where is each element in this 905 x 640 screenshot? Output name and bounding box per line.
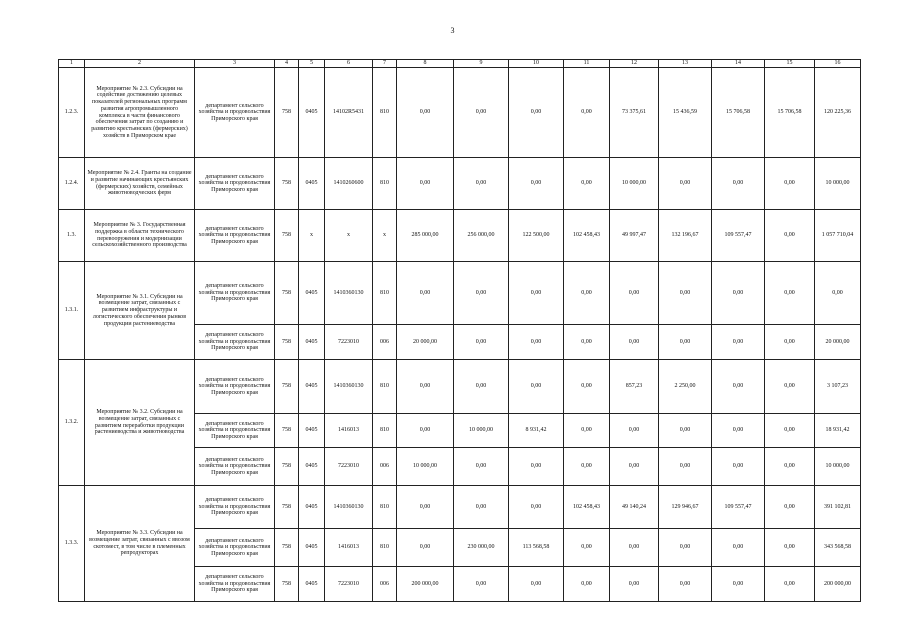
department: департамент сельского хозяйства и продовольствия Приморского края (195, 68, 275, 158)
target-code: 1410260600 (325, 158, 373, 210)
column-header: 11 (564, 60, 610, 68)
ministry-code: 758 (275, 360, 299, 414)
total-cell: 18 931,42 (815, 414, 861, 448)
total-cell: 200 000,00 (815, 567, 861, 602)
amount-cell: 0,00 (509, 486, 564, 529)
target-code: x (325, 210, 373, 262)
item-title: Мероприятие № 2.3. Субсидии на содействие достижению целевых показателей региональных программ развития агропромышленного комплекса в части финансового обеспечения затрат по созданию и развитию крестьянских (фермерских) хозяйств в Приморском крае (85, 68, 195, 158)
amount-cell: 230 000,00 (454, 529, 509, 567)
amount-cell: 0,00 (397, 68, 454, 158)
amount-cell: 0,00 (564, 414, 610, 448)
amount-cell: 0,00 (610, 529, 659, 567)
amount-cell: 0,00 (564, 158, 610, 210)
section-code: 0405 (299, 414, 325, 448)
amount-cell: 0,00 (712, 360, 765, 414)
amount-cell: 0,00 (454, 325, 509, 360)
amount-cell: 102 458,43 (564, 210, 610, 262)
section-code: 0405 (299, 68, 325, 158)
amount-cell: 0,00 (454, 68, 509, 158)
amount-cell: 122 500,00 (509, 210, 564, 262)
amount-cell: 0,00 (712, 529, 765, 567)
target-code: 1410360130 (325, 262, 373, 325)
amount-cell: 0,00 (659, 158, 712, 210)
department: департамент сельского хозяйства и продовольствия Приморского края (195, 486, 275, 529)
column-header: 16 (815, 60, 861, 68)
table-row (59, 210, 861, 262)
amount-cell: 0,00 (564, 567, 610, 602)
ministry-code: 758 (275, 486, 299, 529)
table-row (59, 486, 861, 529)
amount-cell: 256 000,00 (454, 210, 509, 262)
target-code: 1410360130 (325, 360, 373, 414)
column-header: 15 (765, 60, 815, 68)
amount-cell: 0,00 (765, 529, 815, 567)
expense-type: 006 (373, 567, 397, 602)
amount-cell: 0,00 (765, 486, 815, 529)
department: департамент сельского хозяйства и продовольствия Приморского края (195, 262, 275, 325)
column-header: 6 (325, 60, 373, 68)
page-number: 3 (450, 26, 455, 35)
amount-cell: 0,00 (659, 262, 712, 325)
target-code: 1416013 (325, 529, 373, 567)
section-code: 0405 (299, 529, 325, 567)
amount-cell: 109 557,47 (712, 210, 765, 262)
budget-table (58, 59, 861, 602)
ministry-code: 758 (275, 68, 299, 158)
department: департамент сельского хозяйства и продовольствия Приморского края (195, 448, 275, 486)
amount-cell: 102 458,43 (564, 486, 610, 529)
section-code: 0405 (299, 325, 325, 360)
amount-cell: 0,00 (659, 567, 712, 602)
total-cell: 10 000,00 (815, 448, 861, 486)
amount-cell: 0,00 (712, 158, 765, 210)
department: департамент сельского хозяйства и продовольствия Приморского края (195, 210, 275, 262)
amount-cell: 20 000,00 (397, 325, 454, 360)
item-number: 1.3.1. (59, 262, 85, 360)
column-header: 14 (712, 60, 765, 68)
item-title: Мероприятие № 3. Государственная поддержка в области технического перевооружения и модернизации сельскохозяйственного производства (85, 210, 195, 262)
amount-cell: 0,00 (712, 325, 765, 360)
total-cell: 20 000,00 (815, 325, 861, 360)
ministry-code: 758 (275, 567, 299, 602)
amount-cell: 0,00 (454, 360, 509, 414)
amount-cell: 0,00 (509, 325, 564, 360)
target-code: 14102R5431 (325, 68, 373, 158)
table-row (59, 158, 861, 210)
amount-cell: 0,00 (659, 325, 712, 360)
amount-cell: 15 436,59 (659, 68, 712, 158)
amount-cell: 0,00 (765, 360, 815, 414)
amount-cell: 129 946,67 (659, 486, 712, 529)
total-cell: 3 107,23 (815, 360, 861, 414)
item-number: 1.2.4. (59, 158, 85, 210)
total-cell: 391 102,81 (815, 486, 861, 529)
amount-cell: 0,00 (454, 567, 509, 602)
target-code: 1410360130 (325, 486, 373, 529)
expense-type: 810 (373, 262, 397, 325)
amount-cell: 0,00 (454, 448, 509, 486)
item-number: 1.3. (59, 210, 85, 262)
ministry-code: 758 (275, 210, 299, 262)
amount-cell: 0,00 (564, 529, 610, 567)
amount-cell: 15 706,58 (712, 68, 765, 158)
amount-cell: 0,00 (610, 448, 659, 486)
amount-cell: 10 000,00 (454, 414, 509, 448)
amount-cell: 0,00 (397, 158, 454, 210)
ministry-code: 758 (275, 158, 299, 210)
amount-cell: 0,00 (509, 360, 564, 414)
amount-cell: 0,00 (610, 262, 659, 325)
amount-cell: 0,00 (509, 68, 564, 158)
column-header: 12 (610, 60, 659, 68)
amount-cell: 0,00 (712, 567, 765, 602)
amount-cell: 285 000,00 (397, 210, 454, 262)
expense-type: 810 (373, 68, 397, 158)
amount-cell: 0,00 (712, 414, 765, 448)
column-header: 10 (509, 60, 564, 68)
column-header: 8 (397, 60, 454, 68)
column-header: 5 (299, 60, 325, 68)
department: департамент сельского хозяйства и продовольствия Приморского края (195, 360, 275, 414)
amount-cell: 0,00 (712, 448, 765, 486)
target-code: 7223010 (325, 567, 373, 602)
expense-type: 810 (373, 486, 397, 529)
amount-cell: 0,00 (564, 325, 610, 360)
department: департамент сельского хозяйства и продовольствия Приморского края (195, 529, 275, 567)
column-header: 13 (659, 60, 712, 68)
amount-cell: 49 140,24 (610, 486, 659, 529)
amount-cell: 0,00 (765, 567, 815, 602)
amount-cell: 0,00 (765, 210, 815, 262)
section-code: 0405 (299, 448, 325, 486)
amount-cell: 15 706,58 (765, 68, 815, 158)
amount-cell: 132 196,67 (659, 210, 712, 262)
amount-cell: 0,00 (509, 158, 564, 210)
table-row (59, 360, 861, 414)
section-code: 0405 (299, 262, 325, 325)
amount-cell: 0,00 (659, 414, 712, 448)
section-code: 0405 (299, 567, 325, 602)
amount-cell: 0,00 (509, 567, 564, 602)
amount-cell: 0,00 (454, 486, 509, 529)
ministry-code: 758 (275, 325, 299, 360)
amount-cell: 0,00 (564, 68, 610, 158)
total-cell: 10 000,00 (815, 158, 861, 210)
expense-type: 810 (373, 360, 397, 414)
table-row (59, 68, 861, 158)
total-cell: 1 057 710,04 (815, 210, 861, 262)
target-code: 1416013 (325, 414, 373, 448)
expense-type: 006 (373, 325, 397, 360)
section-code: 0405 (299, 486, 325, 529)
amount-cell: 0,00 (659, 529, 712, 567)
table-row (59, 262, 861, 325)
expense-type: x (373, 210, 397, 262)
ministry-code: 758 (275, 448, 299, 486)
expense-type: 810 (373, 414, 397, 448)
amount-cell: 113 568,58 (509, 529, 564, 567)
column-header: 7 (373, 60, 397, 68)
column-header: 9 (454, 60, 509, 68)
amount-cell: 0,00 (454, 262, 509, 325)
amount-cell: 0,00 (397, 360, 454, 414)
amount-cell: 857,23 (610, 360, 659, 414)
department: департамент сельского хозяйства и продовольствия Приморского края (195, 567, 275, 602)
item-number: 1.3.2. (59, 360, 85, 486)
amount-cell: 0,00 (765, 262, 815, 325)
amount-cell: 49 997,47 (610, 210, 659, 262)
amount-cell: 2 250,00 (659, 360, 712, 414)
amount-cell: 0,00 (397, 486, 454, 529)
amount-cell: 0,00 (509, 262, 564, 325)
amount-cell: 0,00 (765, 448, 815, 486)
expense-type: 810 (373, 529, 397, 567)
item-number: 1.3.3. (59, 486, 85, 602)
target-code: 7223010 (325, 325, 373, 360)
amount-cell: 0,00 (509, 448, 564, 486)
ministry-code: 758 (275, 414, 299, 448)
amount-cell: 0,00 (610, 325, 659, 360)
department: департамент сельского хозяйства и продовольствия Приморского края (195, 414, 275, 448)
column-header: 4 (275, 60, 299, 68)
item-title: Мероприятие № 3.2. Субсидии на возмещение затрат, связанных с развитием переработки продукции растениеводства и животноводства (85, 360, 195, 486)
amount-cell: 8 931,42 (509, 414, 564, 448)
section-code: 0405 (299, 158, 325, 210)
item-title: Мероприятие № 3.3. Субсидии на возмещение затрат, связанных с ввозом скотомест, в том числе в племенных репродукторах (85, 486, 195, 602)
amount-cell: 0,00 (765, 414, 815, 448)
amount-cell: 0,00 (765, 158, 815, 210)
total-cell: 343 568,58 (815, 529, 861, 567)
amount-cell: 200 000,00 (397, 567, 454, 602)
amount-cell: 0,00 (397, 414, 454, 448)
ministry-code: 758 (275, 529, 299, 567)
amount-cell: 0,00 (610, 414, 659, 448)
amount-cell: 0,00 (397, 262, 454, 325)
amount-cell: 0,00 (564, 262, 610, 325)
amount-cell: 10 000,00 (397, 448, 454, 486)
item-title: Мероприятие № 3.1. Субсидии на возмещение затрат, связанных с развитием инфраструктуры и логистического обеспечения рынков продукции растениеводства (85, 262, 195, 360)
amount-cell: 0,00 (564, 360, 610, 414)
target-code: 7223010 (325, 448, 373, 486)
amount-cell: 0,00 (564, 448, 610, 486)
amount-cell: 73 375,61 (610, 68, 659, 158)
amount-cell: 0,00 (610, 567, 659, 602)
amount-cell: 10 000,00 (610, 158, 659, 210)
amount-cell: 0,00 (659, 448, 712, 486)
expense-type: 810 (373, 158, 397, 210)
department: департамент сельского хозяйства и продовольствия Приморского края (195, 158, 275, 210)
item-title: Мероприятие № 2.4. Гранты на создание и развитие начинающих крестьянских (фермерских) хозяйств, семейных животноводческих ферм (85, 158, 195, 210)
section-code: 0405 (299, 360, 325, 414)
amount-cell: 0,00 (712, 262, 765, 325)
section-code: x (299, 210, 325, 262)
expense-type: 006 (373, 448, 397, 486)
department: департамент сельского хозяйства и продовольствия Приморского края (195, 325, 275, 360)
amount-cell: 0,00 (397, 529, 454, 567)
column-header: 2 (85, 60, 195, 68)
ministry-code: 758 (275, 262, 299, 325)
amount-cell: 0,00 (765, 325, 815, 360)
header-row (59, 60, 861, 68)
column-header: 3 (195, 60, 275, 68)
column-header: 1 (59, 60, 85, 68)
total-cell: 120 225,36 (815, 68, 861, 158)
item-number: 1.2.3. (59, 68, 85, 158)
total-cell: 0,00 (815, 262, 861, 325)
amount-cell: 109 557,47 (712, 486, 765, 529)
amount-cell: 0,00 (454, 158, 509, 210)
